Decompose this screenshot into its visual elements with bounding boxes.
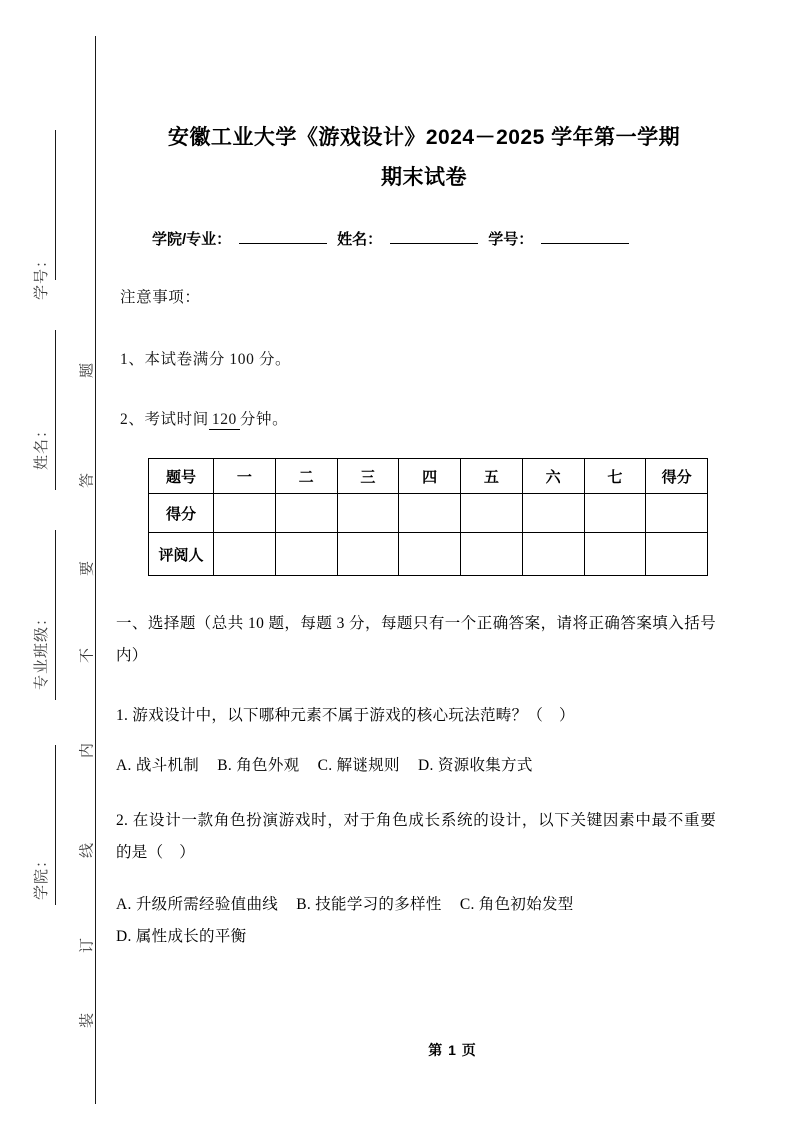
score-cell-0-0: 题号 — [149, 459, 214, 494]
question-2-option-a[interactable]: A. 升级所需经验值曲线 — [116, 896, 279, 913]
notice-item-1: 1、本试卷满分 100 分。 — [120, 351, 292, 368]
binding-notice-char-3: 要 — [79, 561, 96, 577]
question-2-stem: 2. 在设计一款角色扮演游戏时，对于角色成长系统的设计，以下关键因素中最不重要的是（ ） — [116, 812, 716, 861]
binding-notice-char-7: 订 — [79, 938, 96, 954]
notice-2-prefix: 2、考试时间 — [120, 411, 209, 428]
college-major-blank[interactable] — [239, 229, 327, 244]
score-cell-0-6: 六 — [522, 459, 584, 494]
margin-label-class: 专业班级： — [34, 609, 50, 690]
score-cell-2-3[interactable] — [337, 533, 399, 576]
section-1-heading: 一、选择题（总共 10 题，每题 3 分，每题只有一个正确答案，请将正确答案填入括号内） — [116, 615, 716, 664]
table-row — [149, 533, 708, 576]
margin-label-name: 姓名： — [34, 421, 50, 470]
binding-notice-char-4: 不 — [79, 648, 96, 664]
binding-blank-rule-2 — [55, 330, 56, 490]
page-footer: 第 1 页 — [428, 1042, 477, 1058]
question-1 — [116, 700, 716, 782]
student-id-blank[interactable] — [541, 229, 629, 244]
name-blank[interactable] — [390, 229, 478, 244]
question-1-option-a[interactable]: A. 战斗机制 — [116, 757, 200, 774]
score-cell-2-2[interactable] — [275, 533, 337, 576]
score-cell-2-7[interactable] — [584, 533, 646, 576]
question-1-option-c[interactable]: C. 解谜规则 — [317, 757, 400, 774]
exam-duration-value: 120 — [209, 411, 240, 430]
binding-notice-char-2: 答 — [79, 473, 96, 489]
binding-notice-char-1: 题 — [79, 363, 96, 379]
margin-label-college: 学院： — [34, 851, 50, 900]
binding-blank-rule-1 — [55, 130, 56, 280]
score-cell-0-8: 得分 — [646, 459, 708, 494]
binding-margin — [0, 0, 112, 1122]
score-cell-1-2[interactable] — [275, 494, 337, 533]
score-cell-1-5[interactable] — [461, 494, 523, 533]
score-cell-0-5: 五 — [461, 459, 523, 494]
binding-notice-char-6: 线 — [79, 843, 96, 859]
page-title — [124, 118, 724, 198]
student-id-label: 学号： — [488, 231, 534, 248]
question-2-option-c[interactable]: C. 角色初始发型 — [459, 896, 574, 913]
score-cell-1-0: 得分 — [149, 494, 214, 533]
score-cell-1-3[interactable] — [337, 494, 399, 533]
score-cell-0-4: 四 — [399, 459, 461, 494]
title-line-1: 安徽工业大学《游戏设计》2024－2025 学年第一学期 — [167, 126, 681, 149]
question-1-option-b[interactable]: B. 角色外观 — [217, 757, 300, 774]
score-cell-1-8[interactable] — [646, 494, 708, 533]
binding-notice-char-8: 装 — [79, 1013, 96, 1029]
notices-heading: 注意事项： — [120, 289, 201, 306]
score-cell-2-1[interactable] — [214, 533, 276, 576]
score-cell-1-1[interactable] — [214, 494, 276, 533]
question-2-options — [116, 889, 716, 953]
score-cell-2-4[interactable] — [399, 533, 461, 576]
question-1-options — [116, 750, 716, 782]
question-2-option-b[interactable]: B. 技能学习的多样性 — [296, 896, 442, 913]
notice-item-2 — [120, 405, 288, 435]
score-cell-0-2: 二 — [275, 459, 337, 494]
college-major-label: 学院/专业： — [152, 231, 232, 248]
question-1-option-d[interactable]: D. 资源收集方式 — [418, 757, 533, 774]
question-1-stem: 1. 游戏设计中，以下哪种元素不属于游戏的核心玩法范畴？（ ） — [116, 707, 575, 724]
name-label: 姓名： — [337, 231, 383, 248]
score-cell-1-4[interactable] — [399, 494, 461, 533]
score-cell-0-7: 七 — [584, 459, 646, 494]
binding-notice-char-5: 内 — [79, 743, 96, 759]
margin-label-student-id: 学号： — [34, 251, 50, 300]
question-2-option-d[interactable]: D. 属性成长的平衡 — [116, 928, 247, 945]
score-cell-1-6[interactable] — [522, 494, 584, 533]
score-cell-2-5[interactable] — [461, 533, 523, 576]
score-cell-1-7[interactable] — [584, 494, 646, 533]
student-info-fields — [152, 228, 732, 249]
score-cell-0-3: 三 — [337, 459, 399, 494]
score-cell-2-6[interactable] — [522, 533, 584, 576]
table-row — [149, 459, 708, 494]
score-cell-2-0: 评阅人 — [149, 533, 214, 576]
score-cell-0-1: 一 — [214, 459, 276, 494]
table-row — [149, 494, 708, 533]
score-table — [148, 458, 708, 576]
exam-content — [112, 0, 793, 1122]
question-2 — [116, 805, 716, 953]
binding-blank-rule-4 — [55, 745, 56, 905]
notice-2-suffix: 分钟。 — [239, 411, 289, 428]
title-line-2: 期末试卷 — [381, 166, 467, 189]
binding-blank-rule-3 — [55, 530, 56, 700]
score-cell-2-8[interactable] — [646, 533, 708, 576]
